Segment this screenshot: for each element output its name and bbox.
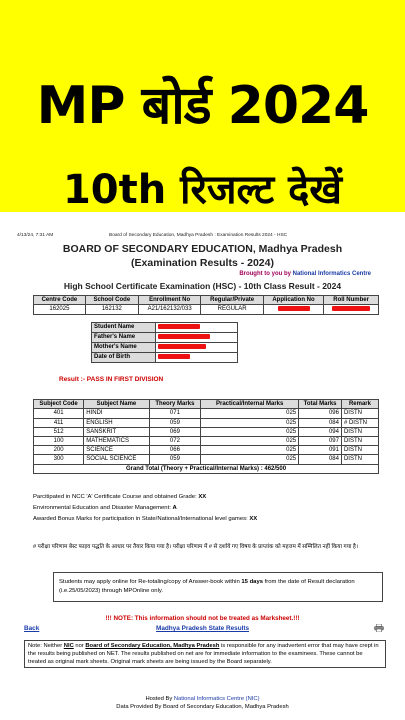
exam-title: High School Certificate Examination (HSC) - 10th Class Result - 2024 [63, 281, 342, 291]
theory-marks: 066 [149, 446, 201, 455]
regular-private: REGULAR [201, 305, 263, 314]
best-five-note: # परीक्षा परिणाम बेस्ट फाइव पद्धति के आधार पर तैयार किया गया है। परीक्षा परिणाम में # से दर्शाये गए विषय के प्राप्तांक को महत्तम में सम्मिलित नहीं किया गया है। [33, 544, 359, 550]
remark: DISTN [341, 427, 378, 436]
table-row [34, 418, 379, 427]
retotaling-notice [53, 572, 383, 602]
practical-marks: 025 [201, 427, 299, 436]
disclaimer-nic: NIC [63, 643, 74, 649]
redaction-mark [158, 354, 190, 359]
banner-subtitle: 10th रिजल्ट देखें [62, 167, 343, 213]
col-application-no: Application No [263, 296, 323, 305]
remark: # DISTN [341, 418, 378, 427]
env-grade: A [172, 505, 177, 511]
table-row [34, 455, 379, 464]
ncc-grade: XX [198, 494, 207, 500]
data-provided-line: Data Provided By Board of Secondary Education, Madhya Pradesh [116, 704, 289, 710]
disclaimer-text: nor [73, 643, 86, 649]
subject-code: 300 [34, 455, 84, 464]
disclaimer-board: Board of Secondary Education, Madhya Pradesh [85, 643, 220, 649]
redaction-mark [158, 344, 206, 349]
grand-total: Grand Total (Theory + Practical/Internal Marks) : 462/500 [34, 464, 379, 473]
result-page [0, 214, 405, 720]
father-name [156, 333, 238, 343]
total-marks: 097 [299, 437, 342, 446]
remark: DISTN [341, 446, 378, 455]
notice-days: 15 days [241, 579, 264, 585]
print-datetime: 4/13/24, 7:31 AM [17, 233, 54, 238]
redaction-mark [158, 324, 200, 329]
marksheet-warning: !!! NOTE: This information should not be treated as Marksheet.!!! [105, 615, 300, 622]
practical-marks: 025 [201, 437, 299, 446]
nic-link[interactable]: National Informatics Centre [292, 271, 371, 277]
state-results-link[interactable]: Madhya Pradesh State Results [156, 625, 250, 632]
env-label: Environmental Education and Disaster Management: [33, 505, 173, 511]
col-roll-number: Roll Number [324, 296, 379, 305]
theory-marks: 069 [149, 427, 201, 436]
total-marks: 096 [299, 409, 342, 418]
student-info-table [91, 322, 238, 363]
practical-marks: 025 [201, 455, 299, 464]
candidate-table [33, 295, 379, 315]
table-row [34, 409, 379, 418]
subject-code: 512 [34, 427, 84, 436]
col-subject-code: Subject Code [34, 400, 84, 409]
student-name [156, 323, 238, 333]
col-subject-name: Subject Name [84, 400, 149, 409]
marks-table [33, 399, 379, 474]
total-marks: 091 [299, 446, 342, 455]
remark: DISTN [341, 437, 378, 446]
col-total-marks: Total Marks [299, 400, 342, 409]
table-row [34, 427, 379, 436]
notice-prefix: Students may apply online for Re-totaling/copy of Answer-book within [59, 579, 242, 585]
practical-marks: 025 [201, 409, 299, 418]
remark: DISTN [341, 455, 378, 464]
label-student-name: Student Name [92, 323, 156, 333]
print-page-title: Board of Secondary Education, Madhya Pradesh : Examination Results 2024 - HSC [109, 233, 288, 238]
subject-name: ENGLISH [84, 418, 149, 427]
theory-marks: 059 [149, 418, 201, 427]
theory-marks: 072 [149, 437, 201, 446]
subject-name: SCIENCE [84, 446, 149, 455]
extra-info [33, 494, 383, 527]
brought-by [239, 271, 371, 277]
board-title: BOARD OF SECONDARY EDUCATION, Madhya Pradesh [62, 243, 343, 255]
board-subtitle: (Examination Results - 2024) [131, 257, 274, 269]
date-of-birth [156, 353, 238, 363]
browser-print-header [17, 233, 392, 238]
label-dob: Date of Birth [92, 353, 156, 363]
col-centre-code: Centre Code [34, 296, 86, 305]
env-line [33, 505, 383, 516]
table-row [34, 305, 379, 314]
disclaimer-box [24, 640, 386, 668]
col-regular-private: Regular/Private [201, 296, 263, 305]
subject-code: 411 [34, 418, 84, 427]
col-school-code: School Code [85, 296, 138, 305]
hosted-line [0, 695, 405, 703]
subject-name: SANSKRIT [84, 427, 149, 436]
col-theory-marks: Theory Marks [149, 400, 201, 409]
redaction-mark [158, 334, 210, 339]
mother-name [156, 343, 238, 353]
brought-prefix: Brought to you by [239, 271, 293, 277]
ncc-label: Parcitipated in NCC 'A' Certificate Course and obtained Grade: [33, 494, 199, 500]
school-code: 162132 [85, 305, 138, 314]
theory-marks: 071 [149, 409, 201, 418]
subject-name: MATHEMATICS [84, 437, 149, 446]
bonus-label: Awarded Bonus Marks for participation in State/National/International level games: [33, 516, 250, 522]
theory-marks: 059 [149, 455, 201, 464]
disclaimer-text: is responsible for any inadvertent error that may have crept in the results being published on NET. The results published on net are for immediate information to the examinees. These cannot be treated as original mark sheets. Original mark sheets are being issued by the Board separately. [28, 643, 379, 665]
total-marks: 094 [299, 427, 342, 436]
centre-code: 162025 [34, 305, 86, 314]
print-icon[interactable] [374, 624, 384, 632]
subject-name: HINDI [84, 409, 149, 418]
roll-number [324, 305, 379, 314]
hosted-nic-link[interactable]: National Informatics Centre (NIC) [173, 696, 260, 702]
grand-total-row [34, 464, 379, 473]
bonus-marks: XX [249, 516, 258, 522]
hosted-prefix: Hosted By [145, 696, 174, 702]
ncc-line [33, 494, 383, 505]
redaction-mark [332, 306, 370, 311]
col-remark: Remark [341, 400, 378, 409]
practical-marks: 025 [201, 446, 299, 455]
subject-code: 200 [34, 446, 84, 455]
notice-suffix: from the date of Result declaration (i.e.25/05/2023) through MPOnline only. [59, 579, 355, 594]
label-mother-name: Mother's Name [92, 343, 156, 353]
enrollment-no: A21/162132/033 [138, 305, 200, 314]
disclaimer-text: Note: Neither [28, 643, 64, 649]
col-enrollment-no: Enrollment No [138, 296, 200, 305]
subject-code: 100 [34, 437, 84, 446]
total-marks: 084 [299, 455, 342, 464]
label-father-name: Father's Name [92, 333, 156, 343]
banner-title: MP बोर्ड 2024 [36, 76, 369, 136]
practical-marks: 025 [201, 418, 299, 427]
yellow-banner [0, 0, 405, 212]
col-practical-marks: Practical/Internal Marks [201, 400, 299, 409]
hosted-by [0, 695, 405, 711]
table-row [34, 437, 379, 446]
bonus-line [33, 516, 383, 527]
table-row [34, 446, 379, 455]
redaction-mark [278, 306, 310, 311]
subject-code: 401 [34, 409, 84, 418]
application-no [263, 305, 323, 314]
total-marks: 084 [299, 418, 342, 427]
remark: DISTN [341, 409, 378, 418]
result-status: Result :- PASS IN FIRST DIVISION [59, 376, 164, 383]
subject-name: SOCIAL SCIENCE [84, 455, 149, 464]
back-link[interactable]: Back [24, 625, 40, 632]
